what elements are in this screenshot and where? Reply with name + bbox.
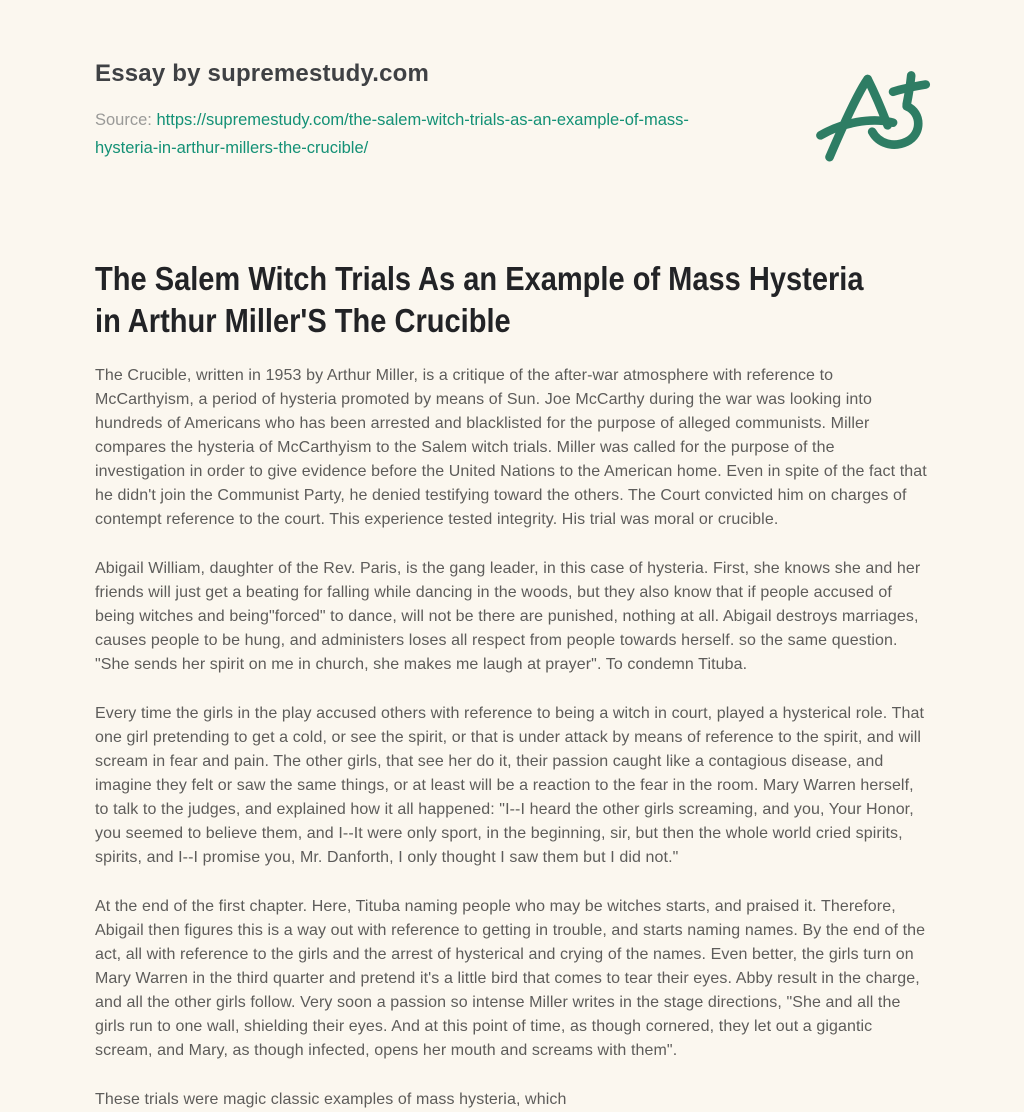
essay-paragraph-1: The Crucible, written in 1953 by Arthur Miller, is a critique of the after-war atmosphere with reference to McCarthyism, a period of hysteria promoted by means of Sun. Joe McCarthy during the war was looking into hundreds of Americans who has been arrested and blacklisted for the purpose of alleged communists. Miller compares the hysteria of McCarthyism to the Salem witch trials. Miller was called for the purpose of the investigation in order to give evidence before the United Nations to the American home. Even in spite of the fact that he didn't join the Communist Party, he denied testifying toward the others. The Court convicted him on charges of contempt reference to the court. This experience tested integrity. His trial was moral or crucible.	[95, 367, 927, 528]
source-url-link[interactable]: https://supremestudy.com/the-salem-witch-trials-as-an-example-of-mass-hysteria-in-arthur-millers-the-crucible/	[95, 111, 689, 157]
source-line	[95, 106, 720, 162]
essay-content	[95, 258, 929, 1112]
source-label: Source:	[95, 111, 152, 129]
a-plus-logo-icon	[815, 68, 933, 170]
essay-title-line2: in Arthur Miller'S The Crucible	[95, 302, 511, 339]
essay-title	[95, 258, 929, 342]
logo-a-crossbar	[820, 121, 893, 136]
essay-paragraph-3: Every time the girls in the play accused others with reference to being a witch in court, played a hysterical role. That one girl pretending to get a cold, or see the spirit, or that is under attack by means of reference to the spirit, and will scream in fear and pain. The other girls, that see her do it, their passion caught like a contagious disease, and imagine they felt or saw the same things, or at least will be a reaction to the fear in the room. Mary Warren herself, to talk to the judges, and explained how it all happened: "I--I heard the other girls screaming, and you, Your Honor, you seemed to believe them, and I--It were only sport, in the beginning, sir, but then the whole world cried spirits, spirits, and I--I promise you, Mr. Danforth, I only thought I saw them but I did not."	[95, 705, 924, 866]
supremestudy-logo	[815, 68, 933, 170]
essay-title-line1: The Salem Witch Trials As an Example of Mass Hysteria	[95, 260, 864, 297]
essay-paragraph-2: Abigail William, daughter of the Rev. Paris, is the gang leader, in this case of hysteria. First, she knows she and her friends will just get a beating for falling while dancing in the woods, but they also know that if people accused of being witches and being"forced" to dance, will not be there are punished, nothing at all. Abigail destroys marriages, causes people to be hung, and administers loses all respect from people towards herself. so the same question. "She sends her spirit on me in church, she makes me laugh at prayer". To condemn Tituba.	[95, 560, 921, 673]
header-text-block	[95, 58, 720, 162]
brand-title: Essay by supremestudy.com	[95, 60, 430, 87]
logo-plus-horizontal	[893, 85, 926, 92]
page-header	[95, 58, 929, 170]
essay-paragraph-4: At the end of the first chapter. Here, Tituba naming people who may be witches starts, and praised it. Therefore, Abigail then figures this is a way out with reference to getting in trouble, and starts naming names. By the end of the act, all with reference to the girls and the arrest of hysterical and crying of the names. Even better, the girls turn on Mary Warren in the third quarter and pretend it's a little bird that comes to tear their eyes. Abby result in the charge, and all the other girls follow. Very soon a passion so intense Miller writes in the stage directions, "She and all the girls run to one wall, shielding their eyes. And at this point of time, as though cornered, they let out a gigantic scream, and Mary, as though infected, opens her mouth and screams with them".	[95, 898, 926, 1059]
essay-paragraph-5: These trials were magic classic examples of mass hysteria, which	[95, 1091, 567, 1108]
